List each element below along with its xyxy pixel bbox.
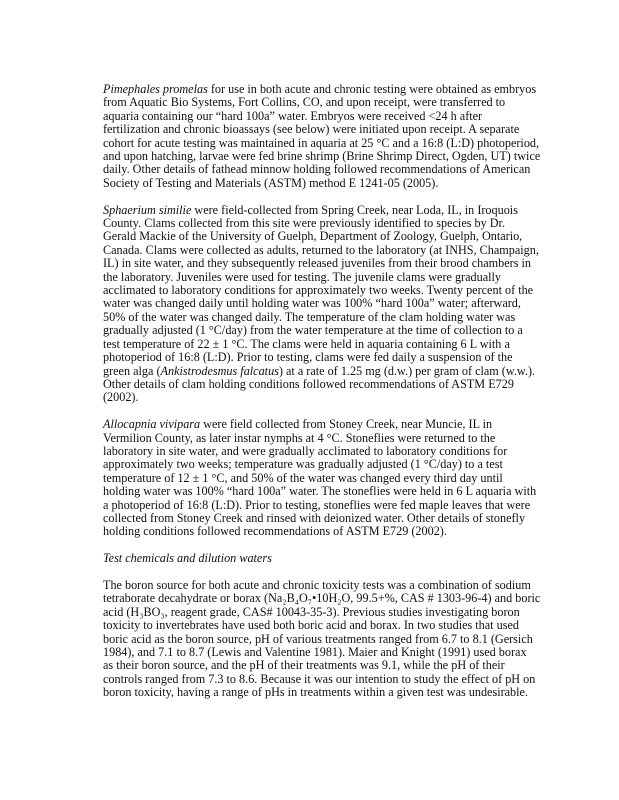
species-name: Sphaerium similie bbox=[103, 202, 192, 217]
text-line: 1984), and 7.1 to 8.7 (Lewis and Valentine 1981). Maier and Knight (1991) used borax bbox=[103, 645, 527, 659]
line-text: for use in both acute and chronic testing were obtained as embryos bbox=[207, 82, 537, 96]
text-line: Gerald Mackie of the University of Guelph, Department of Zoology, Guelph, Ontario, bbox=[103, 229, 523, 244]
text-line bbox=[103, 418, 533, 431]
text-line: water was changed daily until holding water was 100% “hard 100a” water; afterward, bbox=[103, 296, 521, 311]
text-line: toxicity to invertebrates have used both boric acid and borax. In two studies that used bbox=[103, 618, 519, 633]
text-line: daily. Other details of fathead minnow holding followed recommendations of American bbox=[103, 162, 531, 177]
text-line: controls ranged from 7.3 to 8.6. Because it was our intention to study the effect of pH on bbox=[103, 671, 536, 686]
text-line: acid (H₃BO₃, reagent grade, CAS# 10043-35-3). Previous studies investigating boron bbox=[103, 604, 520, 619]
line-text: were field collected from Stoney Creek, near Muncie, IL in bbox=[200, 417, 493, 432]
species-name: Ankistrodesmus falcatus bbox=[160, 363, 279, 378]
text-line bbox=[103, 82, 537, 96]
paragraph bbox=[103, 202, 539, 405]
text-line: (2002). bbox=[103, 390, 139, 405]
text-line: approximately two weeks; temperature was gradually adjusted (1 °C/day) to a test bbox=[103, 457, 503, 472]
line-text: were field-collected from Spring Creek, near Loda, IL, in Iroquois bbox=[191, 202, 518, 217]
text-line: test temperature of 22 ± 1 °C. The clams were held in aquaria containing 6 L with a bbox=[103, 336, 510, 351]
text-line: a photoperiod of 16:8 (L:D). Prior to testing, stoneflies were fed maple leaves that were bbox=[103, 497, 531, 512]
text-line: holding water was 100% “hard 100a” water. The stoneflies were held in 6 L aquaria with bbox=[103, 484, 537, 499]
text-line: holding conditions followed recommendations of ASTM E729 (2002). bbox=[103, 524, 447, 539]
text-line: gradually adjusted (1 °C/day) from the water temperature at the time of collection to a bbox=[103, 323, 523, 338]
text-line: laboratory in site water, and were gradually acclimated to laboratory conditions for bbox=[103, 443, 508, 458]
text-line: boron toxicity, having a range of pHs in treatments within a given test was undesirable. bbox=[103, 685, 528, 700]
text-line: and upon hatching, larvae were fed brine shrimp (Brine Shrimp Direct, Ogden, UT) twice bbox=[103, 149, 541, 164]
text-line: fertilization and chronic bioassays (see below) were initiated upon receipt. A separate bbox=[103, 122, 520, 137]
text-line: The boron source for both acute and chronic toxicity tests was a combination of sodium bbox=[103, 577, 531, 592]
text-line: Society of Testing and Materials (ASTM) method E 1241-05 (2005). bbox=[103, 175, 439, 190]
text-line: Canada. Clams were collected as adults, returned to the laboratory (at INHS, Champaign, bbox=[103, 242, 539, 257]
text-line: aquaria containing our “hard 100a” water. Embryos were received <24 h after bbox=[103, 108, 483, 123]
text-line: County. Clams collected from this site were previously identified to species by Dr. bbox=[103, 216, 505, 231]
text-line: temperature of 12 ± 1 °C, and 50% of the water was changed every third day until bbox=[103, 470, 503, 485]
species-name: Allocapnia vivipara bbox=[103, 417, 201, 432]
text-line: tetraborate decahydrate or borax (Na₂B₄O₇•10H₂O, 99.5+%, CAS # 1303-96-4) and boric bbox=[103, 591, 541, 606]
text-line: as their boron source, and the pH of their treatments was 9.1, while the pH of their bbox=[103, 658, 505, 673]
text-line: from Aquatic Bio Systems, Fort Collins, CO, and upon receipt, were transferred to bbox=[103, 95, 506, 110]
text-line bbox=[103, 204, 533, 217]
text-line: Vermilion County, as later instar nymphs at 4 °C. Stoneflies were returned to the bbox=[103, 430, 496, 445]
body-paragraphs bbox=[103, 82, 541, 539]
text-line: acclimated to laboratory conditions for approximately two weeks. Twenty percent of the bbox=[103, 283, 534, 298]
paragraph bbox=[103, 82, 541, 190]
document-page bbox=[103, 82, 541, 713]
text-line: IL) in site water, and they subsequently released juveniles from their brood chambers in bbox=[103, 256, 531, 271]
text-line: Other details of clam holding conditions followed recommendations of ASTM E729 bbox=[103, 376, 514, 391]
paragraph bbox=[103, 417, 537, 539]
text-line: photoperiod of 16:8 (L:D). Prior to testing, clams were fed daily a suspension of the bbox=[103, 350, 513, 365]
species-name: Pimephales promelas bbox=[103, 82, 208, 96]
text-line: the laboratory. Juveniles were used for testing. The juvenile clams were gradually bbox=[103, 269, 501, 284]
text-line: green alga (Ankistrodesmus falcatus) at a rate of 1.25 mg (d.w.) per gram of clam (w.w.). bbox=[103, 363, 536, 378]
section-heading: Test chemicals and dilution waters bbox=[103, 551, 272, 566]
text-line: cohort for acute testing was maintained in aquaria at 25 °C and a 16:8 (L:D) photoperiod, bbox=[103, 135, 540, 150]
text-line: boric acid as the boron source, pH of various treatments ranged from 6.7 to 8.1 (Gersich bbox=[103, 631, 533, 646]
text-line: 50% of the water was changed daily. The temperature of the clam holding water was bbox=[103, 309, 516, 324]
paragraph-boron-source bbox=[103, 577, 541, 700]
text-line: collected from Stoney Creek and rinsed with deionized water. Other details of stonefly bbox=[103, 510, 526, 525]
